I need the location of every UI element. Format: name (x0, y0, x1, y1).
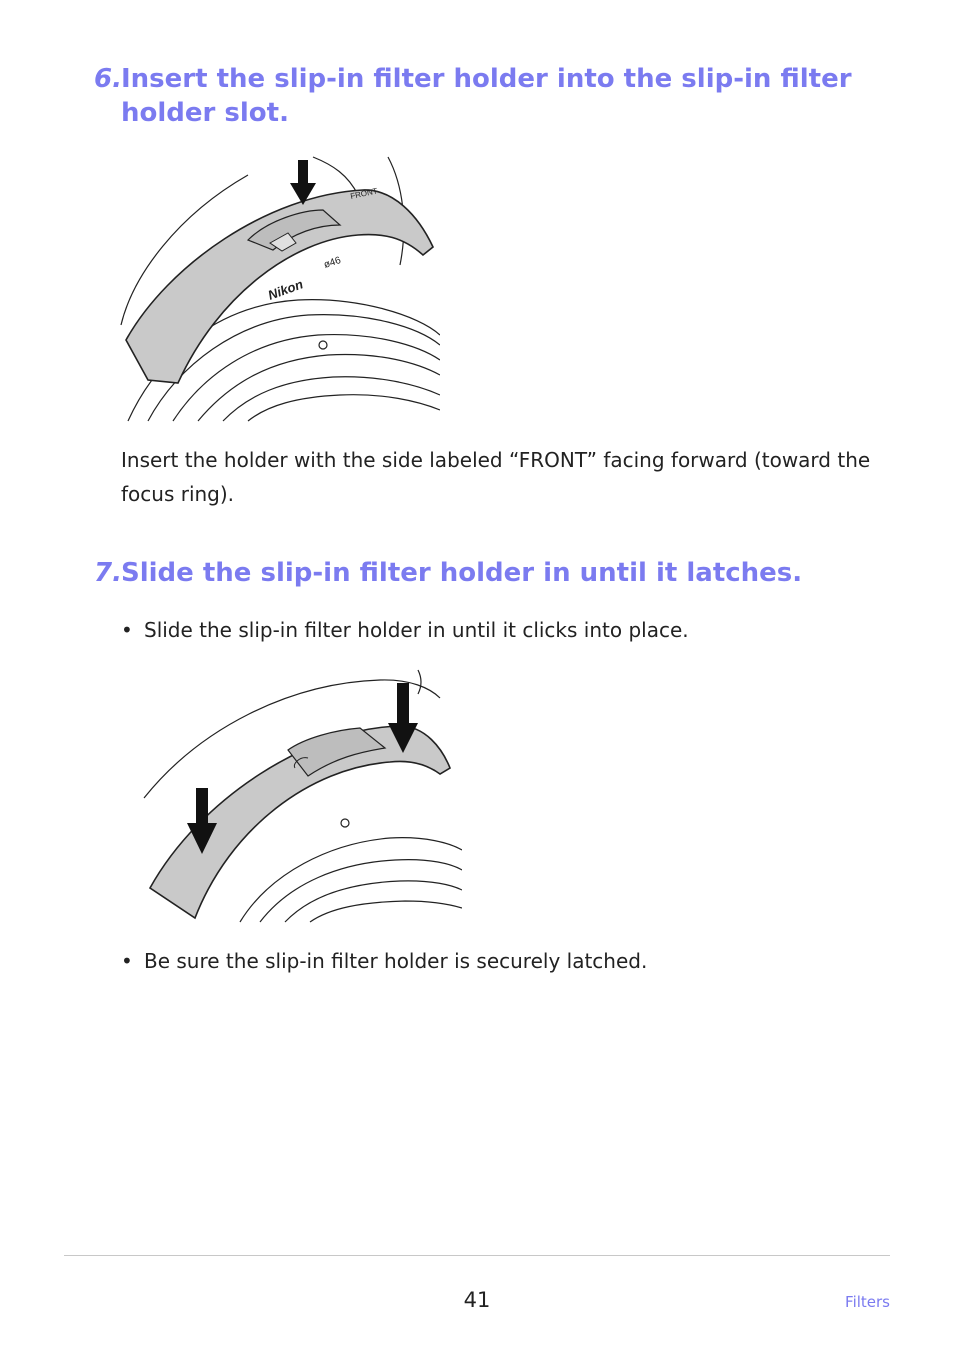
section-link[interactable]: Filters (845, 1293, 890, 1311)
step-number: 7. (94, 558, 122, 588)
step-number: 6. (94, 64, 122, 94)
footer-divider (64, 1255, 890, 1256)
bullet-text: Be sure the slip-in filter holder is securely latched. (144, 949, 648, 973)
step-7-heading (94, 556, 894, 590)
bullet-item (121, 615, 881, 645)
brand-label: Nikon (265, 276, 305, 303)
latch-holder-illustration (140, 668, 462, 924)
insert-holder-illustration (118, 155, 440, 423)
step-6-note: Insert the holder with the side labeled “FRONT” facing forward (toward the focus ring). (121, 448, 871, 506)
step-title: Insert the slip-in filter holder into the slip-in filter holder slot. (121, 64, 852, 128)
bullet-mark: • (121, 618, 133, 642)
bullet-text: Slide the slip-in filter holder in until it clicks into place. (144, 618, 689, 642)
step-6-heading (94, 62, 894, 130)
step-title: Slide the slip-in filter holder in until it latches. (121, 558, 803, 588)
page-number: 41 (463, 1288, 491, 1312)
diameter-label: ø46 (322, 255, 343, 271)
bullet-mark: • (121, 949, 133, 973)
bullet-item (121, 946, 881, 976)
front-label: FRONT (349, 186, 379, 201)
